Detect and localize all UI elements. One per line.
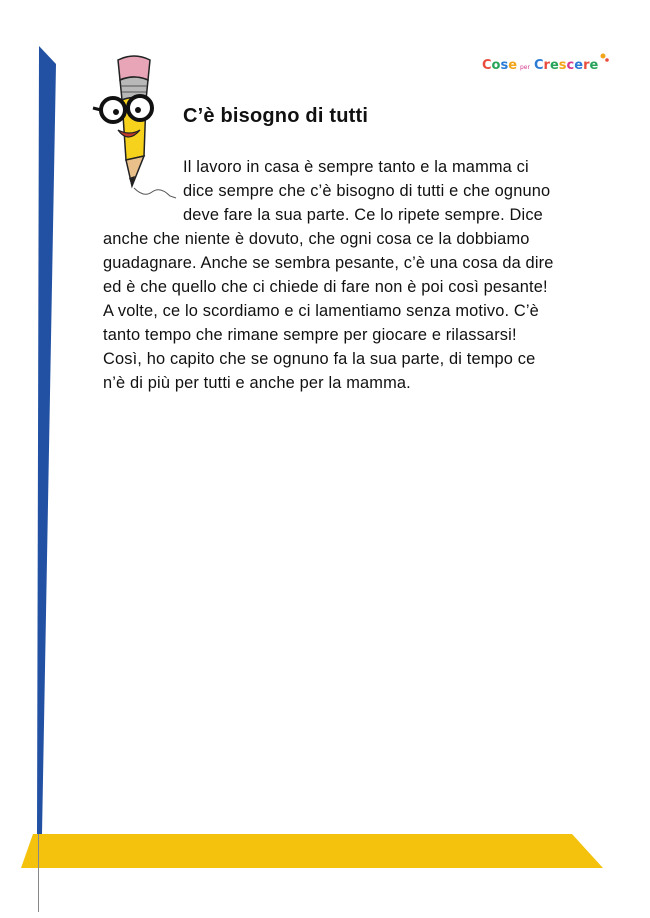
story-text bbox=[103, 155, 613, 395]
story-line: tanto tempo che rimane sempre per giocare e rilassarsi! bbox=[103, 326, 517, 344]
yellow-bottom-band bbox=[21, 834, 603, 868]
story-line: anche che niente è dovuto, che ogni cosa ce la dobbiamo bbox=[103, 230, 530, 248]
story-line: n’è di più per tutti e anche per la mamma. bbox=[103, 374, 411, 392]
story-line: ed è che quello che ci chiede di fare non è poi così pesante! bbox=[103, 278, 548, 296]
story-line: guadagnare. Anche se sembra pesante, c’è una cosa da dire bbox=[103, 254, 554, 272]
story-title: C’è bisogno di tutti bbox=[183, 105, 369, 127]
cose-per-crescere-logo bbox=[482, 50, 610, 76]
story-line: deve fare la sua parte. Ce lo ripete sempre. Dice bbox=[183, 206, 543, 224]
svg-text:per: per bbox=[520, 64, 530, 71]
story-line: Così, ho capito che se ognuno fa la sua parte, di tempo ce bbox=[103, 350, 536, 368]
blue-side-bar bbox=[37, 46, 56, 834]
svg-text:Crescere: Crescere bbox=[534, 58, 599, 73]
glasses-left-lens bbox=[101, 98, 125, 122]
story-line: A volte, ce lo scordiamo e ci lamentiamo senza motivo. C’è bbox=[103, 302, 539, 320]
story-line: dice sempre che c’è bisogno di tutti e che ognuno bbox=[183, 182, 551, 200]
svg-text:Cose: Cose bbox=[482, 58, 518, 73]
story-line: Il lavoro in casa è sempre tanto e la mamma ci bbox=[183, 158, 529, 176]
